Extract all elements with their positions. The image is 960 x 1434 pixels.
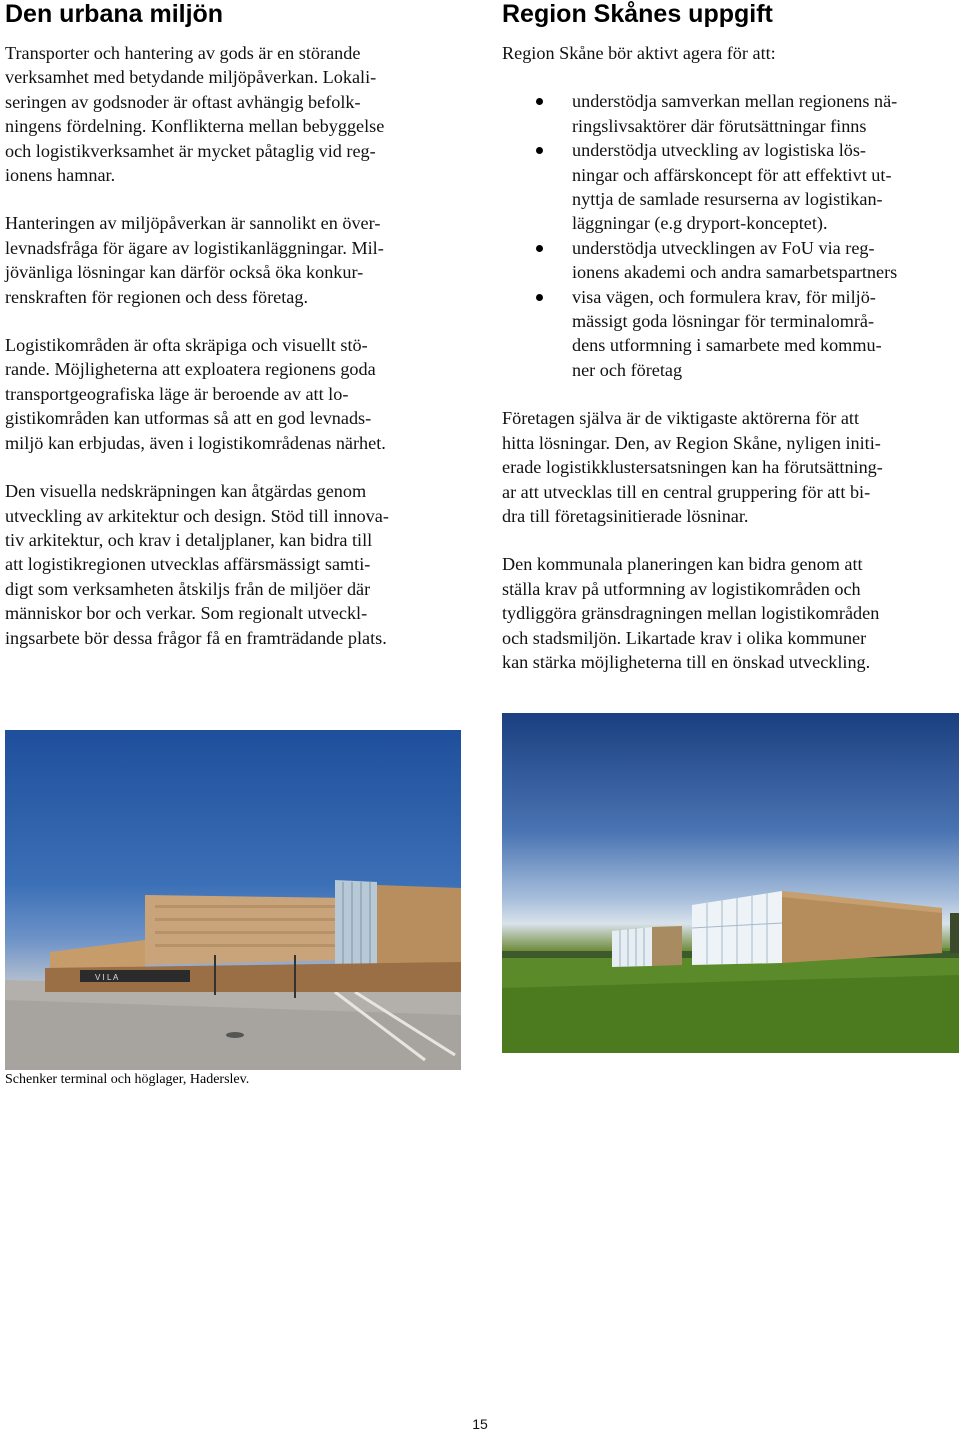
page-number: 15 [472,1416,488,1432]
list-item [502,285,957,383]
list-item-text: understödja samverkan mellan regionens nä- ringslivsaktörer där förutsättningar finns [572,91,898,136]
left-column [5,0,460,650]
left-paragraph-3: Logistikområden är ofta skräpiga och visuellt stö- rande. Möjligheterna att exploatera regionens goda transportgeografiska läge är beroende av att lo- gistikområden kan utformas så att en god levnads- miljö kan erbjudas, även i logistikområdenas närhet. [5,335,386,453]
bullet-icon [536,147,543,154]
warehouse-illustration [502,713,959,1053]
right-paragraph-1: Företagen själva är de viktigaste aktörerna för att hitta lösningar. Den, av Region Skåne, nyligen initi- erade logistikklustersatsningen kan ha förutsättning- ar att utvecklas till en central gruppering för att bi- dra till företagsinitierade lösninar. [502,408,883,526]
left-heading: Den urbana miljön [5,0,224,28]
left-paragraph-2: Hanteringen av miljöpåverkan är sannolikt en över- levnadsfråga för ägare av logistikanläggningar. Mil- jövänliga lösningar kan därför också öka konkur- renskraften för regionen och dess företag. [5,213,384,307]
left-paragraph-1: Transporter och hantering av gods är en störande verksamhet med betydande miljöpåverkan. Lokali- seringen av godsnoder är oftast avhängig befolk- ningens fördelning. Konflikterna mellan bebyggelse och logistikverksamhet är mycket påtaglig vid reg- ionens hamnar. [5,43,385,186]
right-column [502,0,957,674]
list-item [502,236,957,285]
building-sign: V I L A [95,973,119,982]
bullet-icon [536,294,543,301]
photo-caption: Schenker terminal och höglager, Haderslev. [5,1072,250,1087]
right-paragraph-2: Den kommunala planeringen kan bidra genom att ställa krav på utformning av logistikområden och tydliggöra gränsdragningen mellan logistikområden och stadsmiljön. Likartade krav i olika kommuner kan stärka möjligheterna till en önskad utveckling. [502,554,880,672]
terminal-photo [5,730,461,1070]
right-intro: Region Skåne bör aktivt agera för att: [502,43,776,63]
list-item-text: understödja utvecklingen av FoU via reg- ionens akademi och andra samarbetspartners [572,237,898,283]
left-paragraph-4: Den visuella nedskräpningen kan åtgärdas genom utveckling av arkitektur och design. Stöd till innova- tiv arkitektur, och krav i detaljplaner, kan bidra till att logistikregionen utvecklas affärsmässigt samti- digt som verksamheten åtskiljs från de miljöer där människor bor och verkar. Som regionalt utveckl- ingsarbete bör dessa frågor få en framträdande plats. [5,481,389,648]
bullet-icon [536,245,543,252]
list-item [502,89,957,138]
warehouse-photo [502,713,959,1053]
bullet-list [502,89,957,382]
list-item-text: visa vägen, och formulera krav, för miljö- mässigt goda lösningar för terminalområ- dens utformning i samarbete med kommu- ner och företag [572,286,882,380]
list-item [502,138,957,236]
right-heading: Region Skånes uppgift [502,0,773,28]
list-item-text: understödja utveckling av logistiska lös- ningar och affärskoncept för att effektivt ut- nyttja de samlade resurserna av logistikan- läggningar (e.g dryport-konceptet). [572,140,892,234]
bullet-icon [536,98,543,105]
terminal-illustration [5,730,461,1070]
